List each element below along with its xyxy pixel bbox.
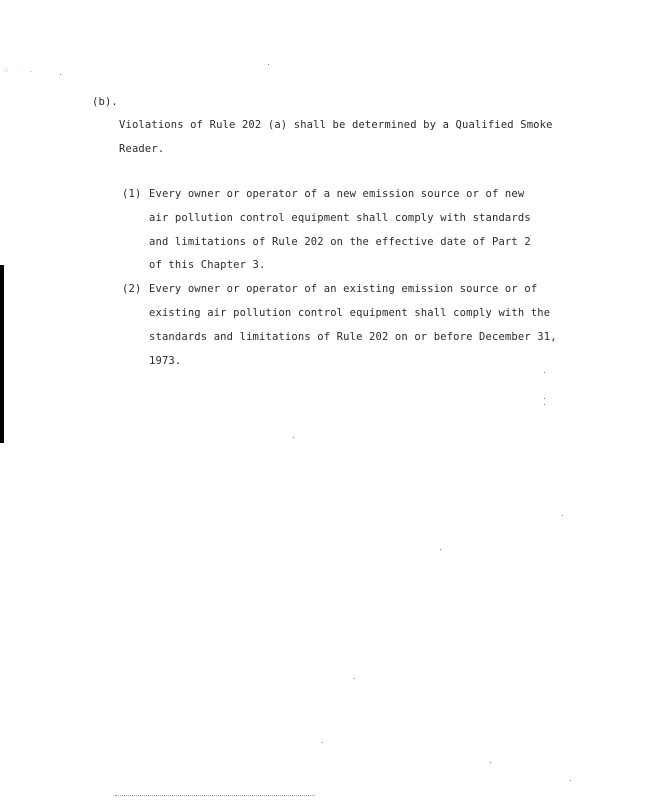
item-1-line-1: Every owner or operator of a new emission source or of new <box>149 188 525 200</box>
intro-line-1: Violations of Rule 202 (a) shall be determined by a Qualified Smoke <box>119 119 553 131</box>
scan-speck <box>562 515 563 516</box>
item-1-line-2: air pollution control equipment shall comply with standards <box>149 212 531 224</box>
item-2-number: (2) <box>122 283 142 295</box>
item-2-line-1: Every owner or operator of an existing emission source or of <box>149 283 538 295</box>
section-label: (b). <box>92 96 118 108</box>
scan-bottom-artifact <box>115 795 315 797</box>
item-1-line-4: of this Chapter 3. <box>149 259 266 271</box>
scan-speck <box>490 762 491 763</box>
scan-noise-top-left: ∴ ˙ . <box>4 66 36 74</box>
item-1-line-3: and limitations of Rule 202 on the effective date of Part 2 <box>149 236 531 248</box>
scan-speck <box>570 780 571 781</box>
scan-binding-edge <box>0 265 4 443</box>
item-1-number: (1) <box>122 188 142 200</box>
scan-speck <box>60 74 61 75</box>
scan-speck <box>544 404 545 405</box>
scan-speck <box>322 742 323 743</box>
scan-speck <box>268 64 269 65</box>
intro-line-2: Reader. <box>119 143 165 155</box>
scan-speck <box>544 398 545 399</box>
item-2-line-3: standards and limitations of Rule 202 on or before December 31, <box>149 331 557 343</box>
scan-speck <box>544 372 545 373</box>
scan-speck <box>440 549 441 550</box>
item-2-line-4: 1973. <box>149 355 182 367</box>
item-2-line-2: existing air pollution control equipment shall comply with the <box>149 307 551 319</box>
scan-speck <box>293 437 294 438</box>
scan-speck <box>354 678 355 679</box>
